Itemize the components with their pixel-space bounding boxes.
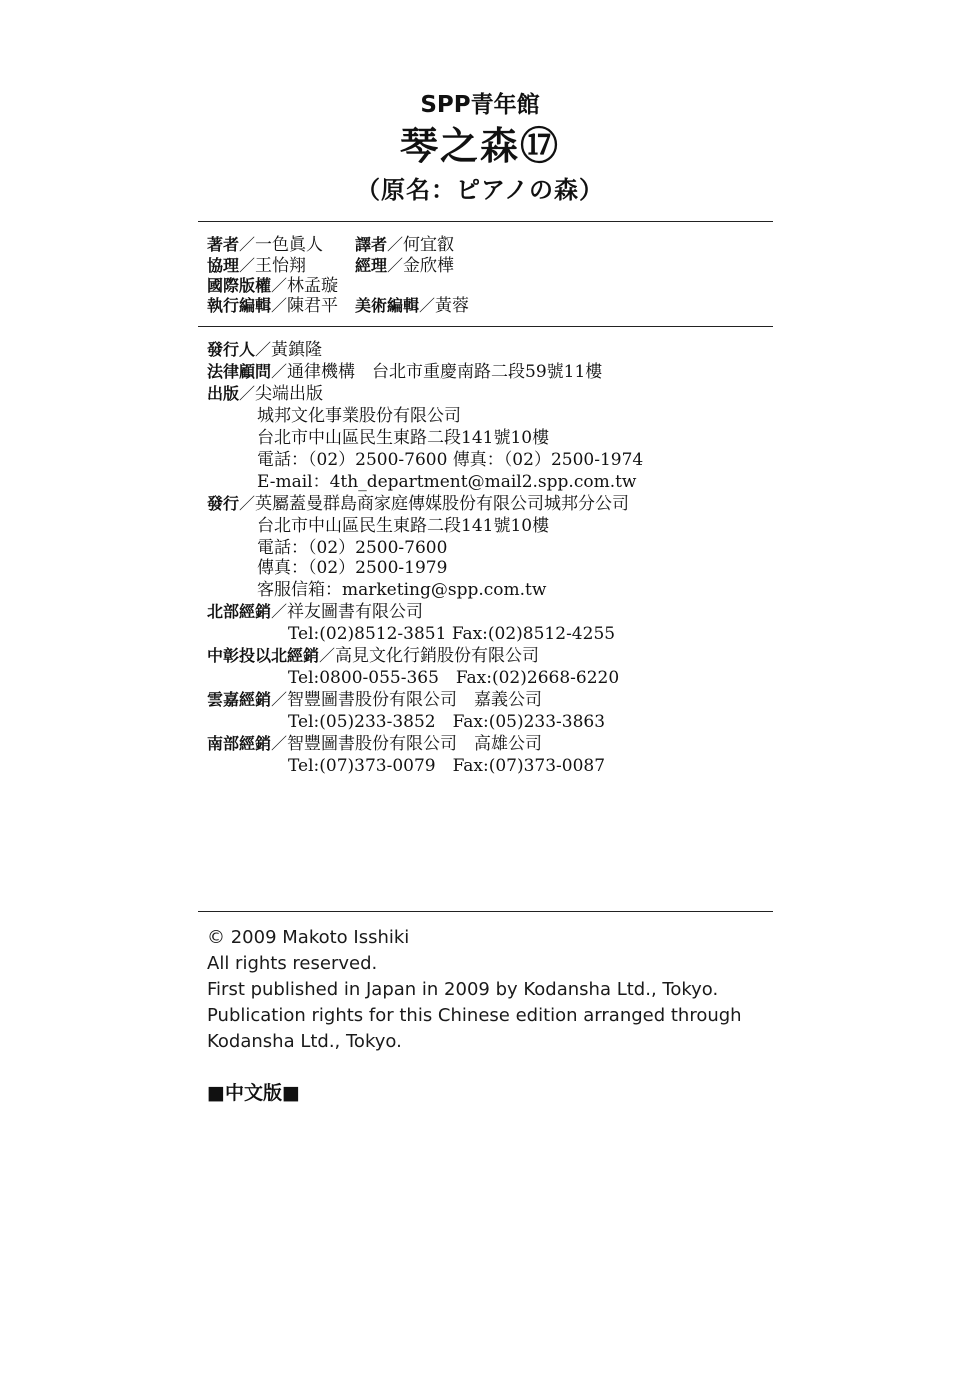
staff-art xyxy=(355,295,469,317)
separator: ／ xyxy=(239,384,256,403)
dist-row xyxy=(207,493,629,515)
dist-line: 電話：（02）2500-7600 xyxy=(257,538,448,558)
staff-author xyxy=(207,234,323,256)
rights-label: 國際版權 xyxy=(207,276,272,295)
separator: ／ xyxy=(239,256,256,275)
publisher-label: 發行人 xyxy=(207,340,256,359)
manager-label: 經理 xyxy=(355,256,388,275)
manager-name: 金欣樺 xyxy=(403,256,455,276)
yunjia-tel: Tel:(05)233-3852 Fax:(05)233-3863 xyxy=(288,712,606,732)
central-label: 中彰投以北經銷 xyxy=(207,646,320,665)
separator: ／ xyxy=(239,494,256,513)
assist-name: 王怡翔 xyxy=(255,256,307,276)
central-name: 高見文化行銷股份有限公司 xyxy=(335,646,540,666)
staff-editor xyxy=(207,295,338,317)
yunjia-label: 雲嘉經銷 xyxy=(207,690,272,709)
dist-label: 發行 xyxy=(207,494,240,513)
staff-translator xyxy=(355,234,454,256)
editor-label: 執行編輯 xyxy=(207,296,272,315)
author-name: 一色眞人 xyxy=(255,235,324,255)
north-label: 北部經銷 xyxy=(207,602,272,621)
separator: ／ xyxy=(319,646,336,665)
north-name: 祥友圖書有限公司 xyxy=(287,602,424,622)
translator-label: 譯者 xyxy=(355,235,388,254)
north-row xyxy=(207,601,423,623)
book-title: 琴之森⑰ xyxy=(399,124,560,168)
staff-manager xyxy=(355,255,454,277)
south-name: 智豐圖書股份有限公司 高雄公司 xyxy=(287,734,543,754)
press-line: 台北市中山區民生東路二段141號10樓 xyxy=(257,428,550,448)
south-tel: Tel:(07)373-0079 Fax:(07)373-0087 xyxy=(288,756,606,776)
separator: ／ xyxy=(419,296,436,315)
press-line: 城邦文化事業股份有限公司 xyxy=(257,406,461,426)
separator: ／ xyxy=(387,235,404,254)
art-name: 黃蓉 xyxy=(435,296,470,316)
copyright-line: First published in Japan in 2009 by Kodansha Ltd., Tokyo. xyxy=(207,979,719,1000)
separator: ／ xyxy=(271,690,288,709)
staff-rights xyxy=(207,275,338,297)
press-name: 尖端出版 xyxy=(255,384,324,404)
assist-label: 協理 xyxy=(207,256,240,275)
yunjia-row xyxy=(207,689,542,711)
separator: ／ xyxy=(271,296,288,315)
press-label: 出版 xyxy=(207,384,240,403)
staff-assist xyxy=(207,255,306,277)
divider-middle xyxy=(198,326,773,327)
copyright-line: Publication rights for this Chinese edition arranged through xyxy=(207,1005,742,1026)
publisher-name: 黃鎮隆 xyxy=(271,340,323,360)
press-row xyxy=(207,383,323,405)
press-line: 電話：（02）2500-7600 傳真：（02）2500-1974 xyxy=(257,450,644,470)
dist-email: 客服信箱：marketing@spp.com.tw xyxy=(257,580,547,600)
dist-line: 台北市中山區民生東路二段141號10樓 xyxy=(257,516,550,536)
publisher-row xyxy=(207,339,322,361)
separator: ／ xyxy=(387,256,404,275)
divider-bottom xyxy=(198,911,773,912)
south-row xyxy=(207,733,542,755)
edition-mark: ■中文版■ xyxy=(207,1082,300,1104)
art-label: 美術編輯 xyxy=(355,296,420,315)
divider-top xyxy=(198,221,773,222)
separator: ／ xyxy=(271,734,288,753)
author-label: 著者 xyxy=(207,235,240,254)
separator: ／ xyxy=(271,602,288,621)
copyright-line: Kodansha Ltd., Tokyo. xyxy=(207,1031,402,1052)
separator: ／ xyxy=(255,340,272,359)
original-title: （原名：ピアノの森） xyxy=(355,176,605,204)
dist-line: 傳真：（02）2500-1979 xyxy=(257,558,448,578)
separator: ／ xyxy=(239,235,256,254)
yunjia-name: 智豐圖書股份有限公司 嘉義公司 xyxy=(287,690,543,710)
south-label: 南部經銷 xyxy=(207,734,272,753)
separator: ／ xyxy=(271,362,288,381)
central-tel: Tel:0800-055-365 Fax:(02)2668-6220 xyxy=(288,668,620,688)
north-tel: Tel:(02)8512-3851 Fax:(02)8512-4255 xyxy=(288,624,616,644)
legal-label: 法律顧問 xyxy=(207,362,272,381)
copyright-line: © 2009 Makoto Isshiki xyxy=(207,927,410,948)
editor-name: 陳君平 xyxy=(287,296,339,316)
copyright-line: All rights reserved. xyxy=(207,953,378,974)
translator-name: 何宜叡 xyxy=(403,235,455,255)
separator: ／ xyxy=(271,276,288,295)
legal-text: 通律機構 台北市重慶南路二段59號11樓 xyxy=(287,362,603,382)
press-email: E-mail：4th_department@mail2.spp.com.tw xyxy=(257,472,637,492)
legal-row xyxy=(207,361,602,383)
central-row xyxy=(207,645,539,667)
dist-name: 英屬蓋曼群島商家庭傳媒股份有限公司城邦分公司 xyxy=(255,494,630,514)
rights-name: 林孟璇 xyxy=(287,276,339,296)
series-name: SPP青年館 xyxy=(420,92,540,118)
